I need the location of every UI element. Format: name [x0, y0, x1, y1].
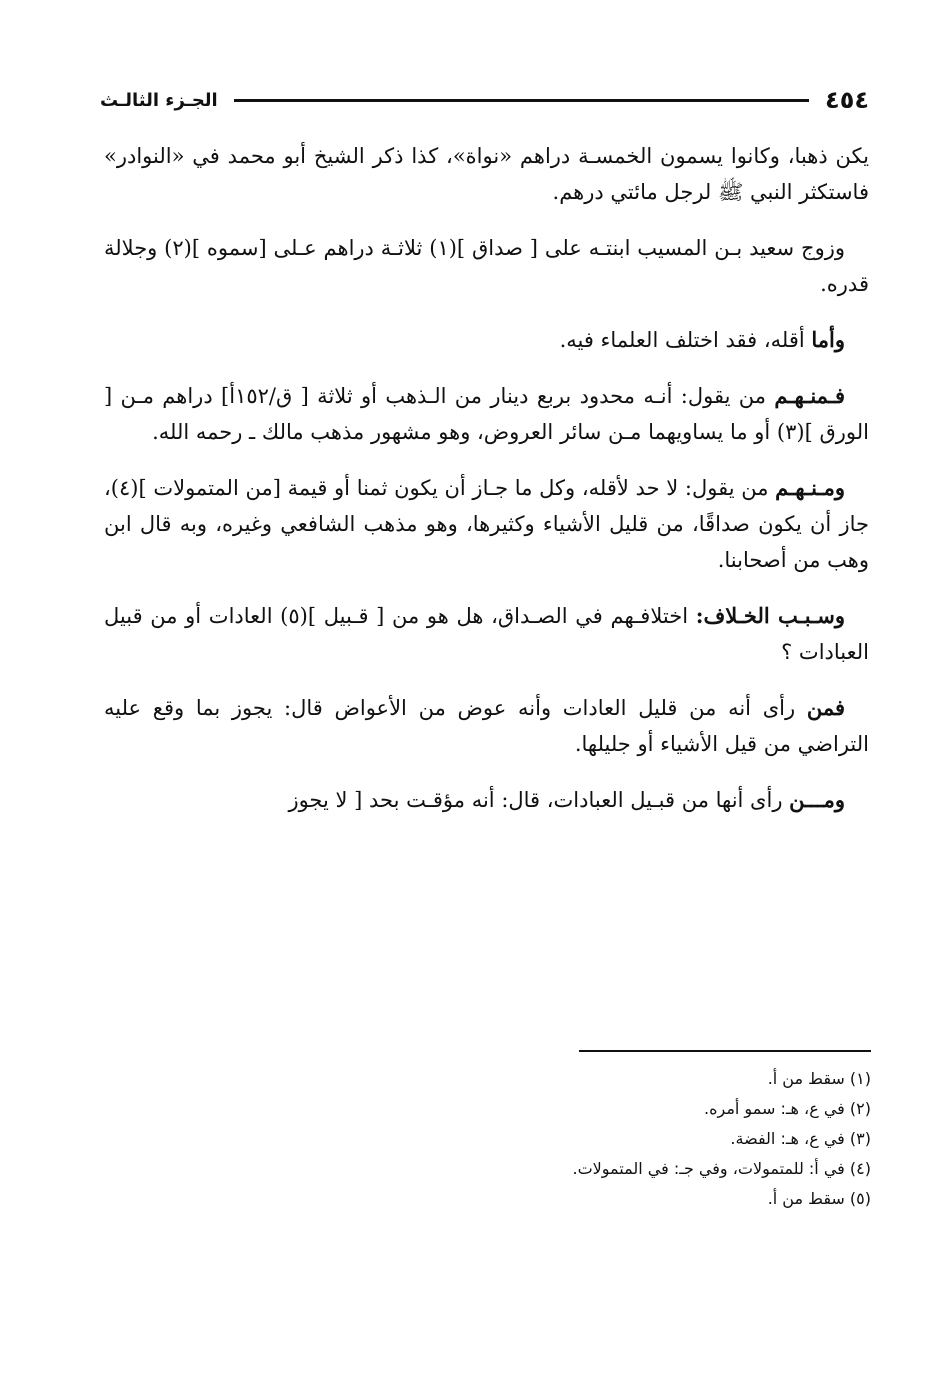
footnote-rule [579, 1050, 871, 1052]
paragraph-lead: ومـنـهـم [775, 475, 845, 500]
paragraph-text: أقله، فقد اختلف العلماء فيه. [559, 328, 812, 352]
running-title: الجـزء الثالـث [100, 89, 218, 111]
page-number: ٤٥٤ [825, 86, 869, 114]
paragraph [104, 322, 869, 358]
paragraph-text: رأى أنها من قبـيل العبادات، قال: أنه مؤقـت بحد [ لا يجوز [288, 788, 790, 812]
paragraph-lead: فـمنـهـم [774, 383, 845, 408]
footnotes [451, 1064, 871, 1214]
footnote: (١) سقط من أ. [767, 1069, 871, 1088]
paragraph-text: رأى أنه من قليل العادات وأنه عوض من الأعواض قال: يجوز بما وقع عليه التراضي من قيل الأشياء أو جليلها. [104, 696, 869, 756]
footnote: (٣) في ع، هـ: الفضة. [730, 1129, 871, 1148]
paragraph [104, 138, 869, 210]
page-header [100, 80, 869, 120]
body-text [104, 138, 869, 838]
paragraph [104, 782, 869, 818]
paragraph-text: يكن ذهبا، وكانوا يسمون الخمسـة دراهم «نواة»، كذا ذكر الشيخ أبو محمد في «النوادر» فاستكثر النبي ﷺ لرجل مائتي درهم. [104, 144, 869, 204]
paragraph-lead: فمن [806, 695, 845, 720]
footnote: (٢) في ع، هـ: سمو أمره. [704, 1099, 871, 1118]
footnote: (٤) في أ: للمتمولات، وفي جـ: في المتمولات. [572, 1159, 871, 1178]
paragraph-lead: وأما [811, 327, 845, 352]
paragraph [104, 378, 869, 450]
paragraph-text: اختلافـهم في الصـداق، هل هو من [ قـبيل ](٥) العادات أو من قبيل العبادات ؟ [104, 604, 869, 664]
paragraph-text: من يقول: أنـه محدود بربع دينار من الـذهب أو ثلاثة [ ق/١٥٢أ] دراهم مـن [ الورق ](٣) أو ما يساويهما مـن سائر العروض، وهو مشهور مذهب مالك ـ رحمه الله. [104, 384, 869, 444]
paragraph-text: وزوج سعيد بـن المسيب ابنتـه على [ صداق ](١) ثلاثـة دراهم عـلى [سموه ](٢) وجلالة قدره. [104, 236, 869, 296]
paragraph [104, 690, 869, 762]
paragraph-lead: وسـبـب الخـلاف: [695, 603, 845, 628]
paragraph-lead: ومـــن [789, 787, 845, 812]
header-rule [234, 99, 809, 102]
paragraph [104, 230, 869, 302]
paragraph [104, 598, 869, 670]
footnote: (٥) سقط من أ. [767, 1189, 871, 1208]
paragraph [104, 470, 869, 578]
paragraph-text: من يقول: لا حد لأقله، وكل ما جـاز أن يكون ثمنا أو قيمة [من المتمولات ](٤)، جاز أن يكون صداقًا، من قليل الأشياء وكثيرها، وهو مذهب الشافعي وغيره، وبه قال ابن وهب من أصحابنا. [104, 476, 869, 572]
